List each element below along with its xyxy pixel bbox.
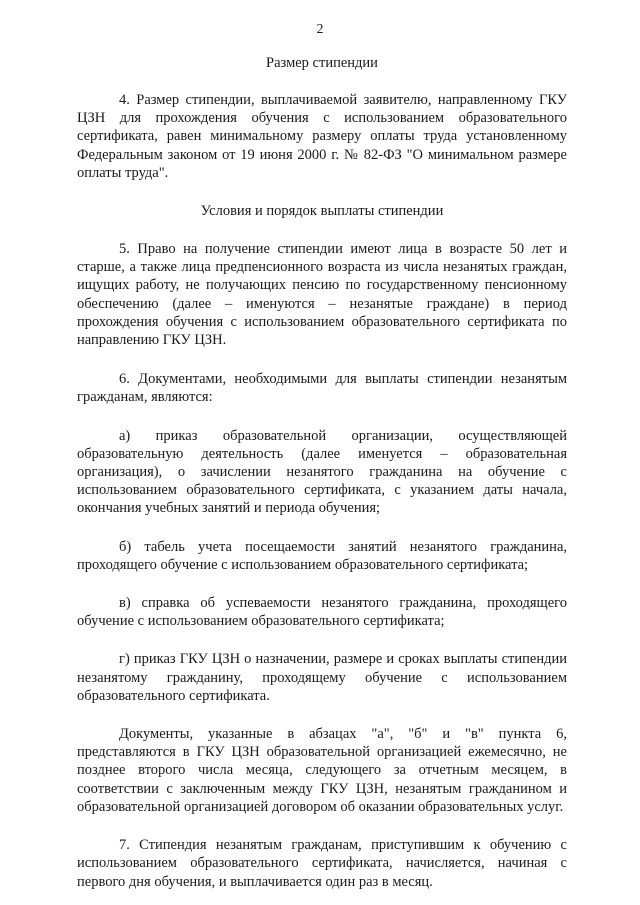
paragraph-4: 4. Размер стипендии, выплачиваемой заявителю, направленному ГКУ ЦЗН для прохождения обучения с использованием образовательного сертификата, равен минимальному размеру оплаты труда установленному Федеральным законом от 19 июня 2000 г. № 82-ФЗ "О минимальном размере оплаты труда".: [77, 92, 567, 181]
page-number: 2: [316, 22, 324, 37]
paragraph-6g: г) приказ ГКУ ЦЗН о назначении, размере и сроках выплаты стипендии незанятому гражданину, проходящему обучение с использованием образовательного сертификата.: [77, 651, 567, 704]
document-body: [77, 54, 567, 891]
paragraph-5: 5. Право на получение стипендии имеют лица в возрасте 50 лет и старше, а также лица предпенсионного возраста из числа незанятых граждан, ищущих работу, не получающих пенсию по государственному пенсионному обеспечению (далее – именуются – незанятые граждане) в период прохождения обучения с использованием образовательного сертификата по направлению ГКУ ЦЗН.: [77, 241, 567, 349]
paragraph-6: 6. Документами, необходимыми для выплаты стипендии незанятым гражданам, являются:: [77, 371, 567, 406]
section-heading-conditions: Условия и порядок выплаты стипендии: [200, 203, 444, 220]
paragraph-documents: Документы, указанные в абзацах "а", "б" и "в" пункта 6, представляются в ГКУ ЦЗН образовательной организацией ежемесячно, не позднее второго числа месяца, следующего за отчетным месяцем, в соответствии с заключенным между ГКУ ЦЗН, незанятым гражданином и образовательной организацией договором об оказании образовательных услуг.: [77, 726, 567, 815]
section-heading-stipend-size: Размер стипендии: [266, 55, 378, 71]
paragraph-6a: а) приказ образовательной организации, осуществляющей образовательную деятельность (далее именуется – образовательная организация), о зачислении незанятого гражданина на обучение с использованием образовательного сертификата, с указанием даты начала, окончания учебных занятий и периода обучения;: [77, 427, 567, 517]
paragraph-7: 7. Стипендия незанятым гражданам, приступившим к обучению с использованием образовательного сертификата, начисляется, начиная с первого дня обучения, и выплачивается один раз в месяц.: [77, 837, 567, 890]
paragraph-6v: в) справка об успеваемости незанятого гражданина, проходящего обучение с использованием образовательного сертификата;: [77, 595, 567, 630]
paragraph-6b: б) табель учета посещаемости занятий незанятого гражданина, проходящего обучение с использованием образовательного сертификата;: [77, 538, 567, 573]
